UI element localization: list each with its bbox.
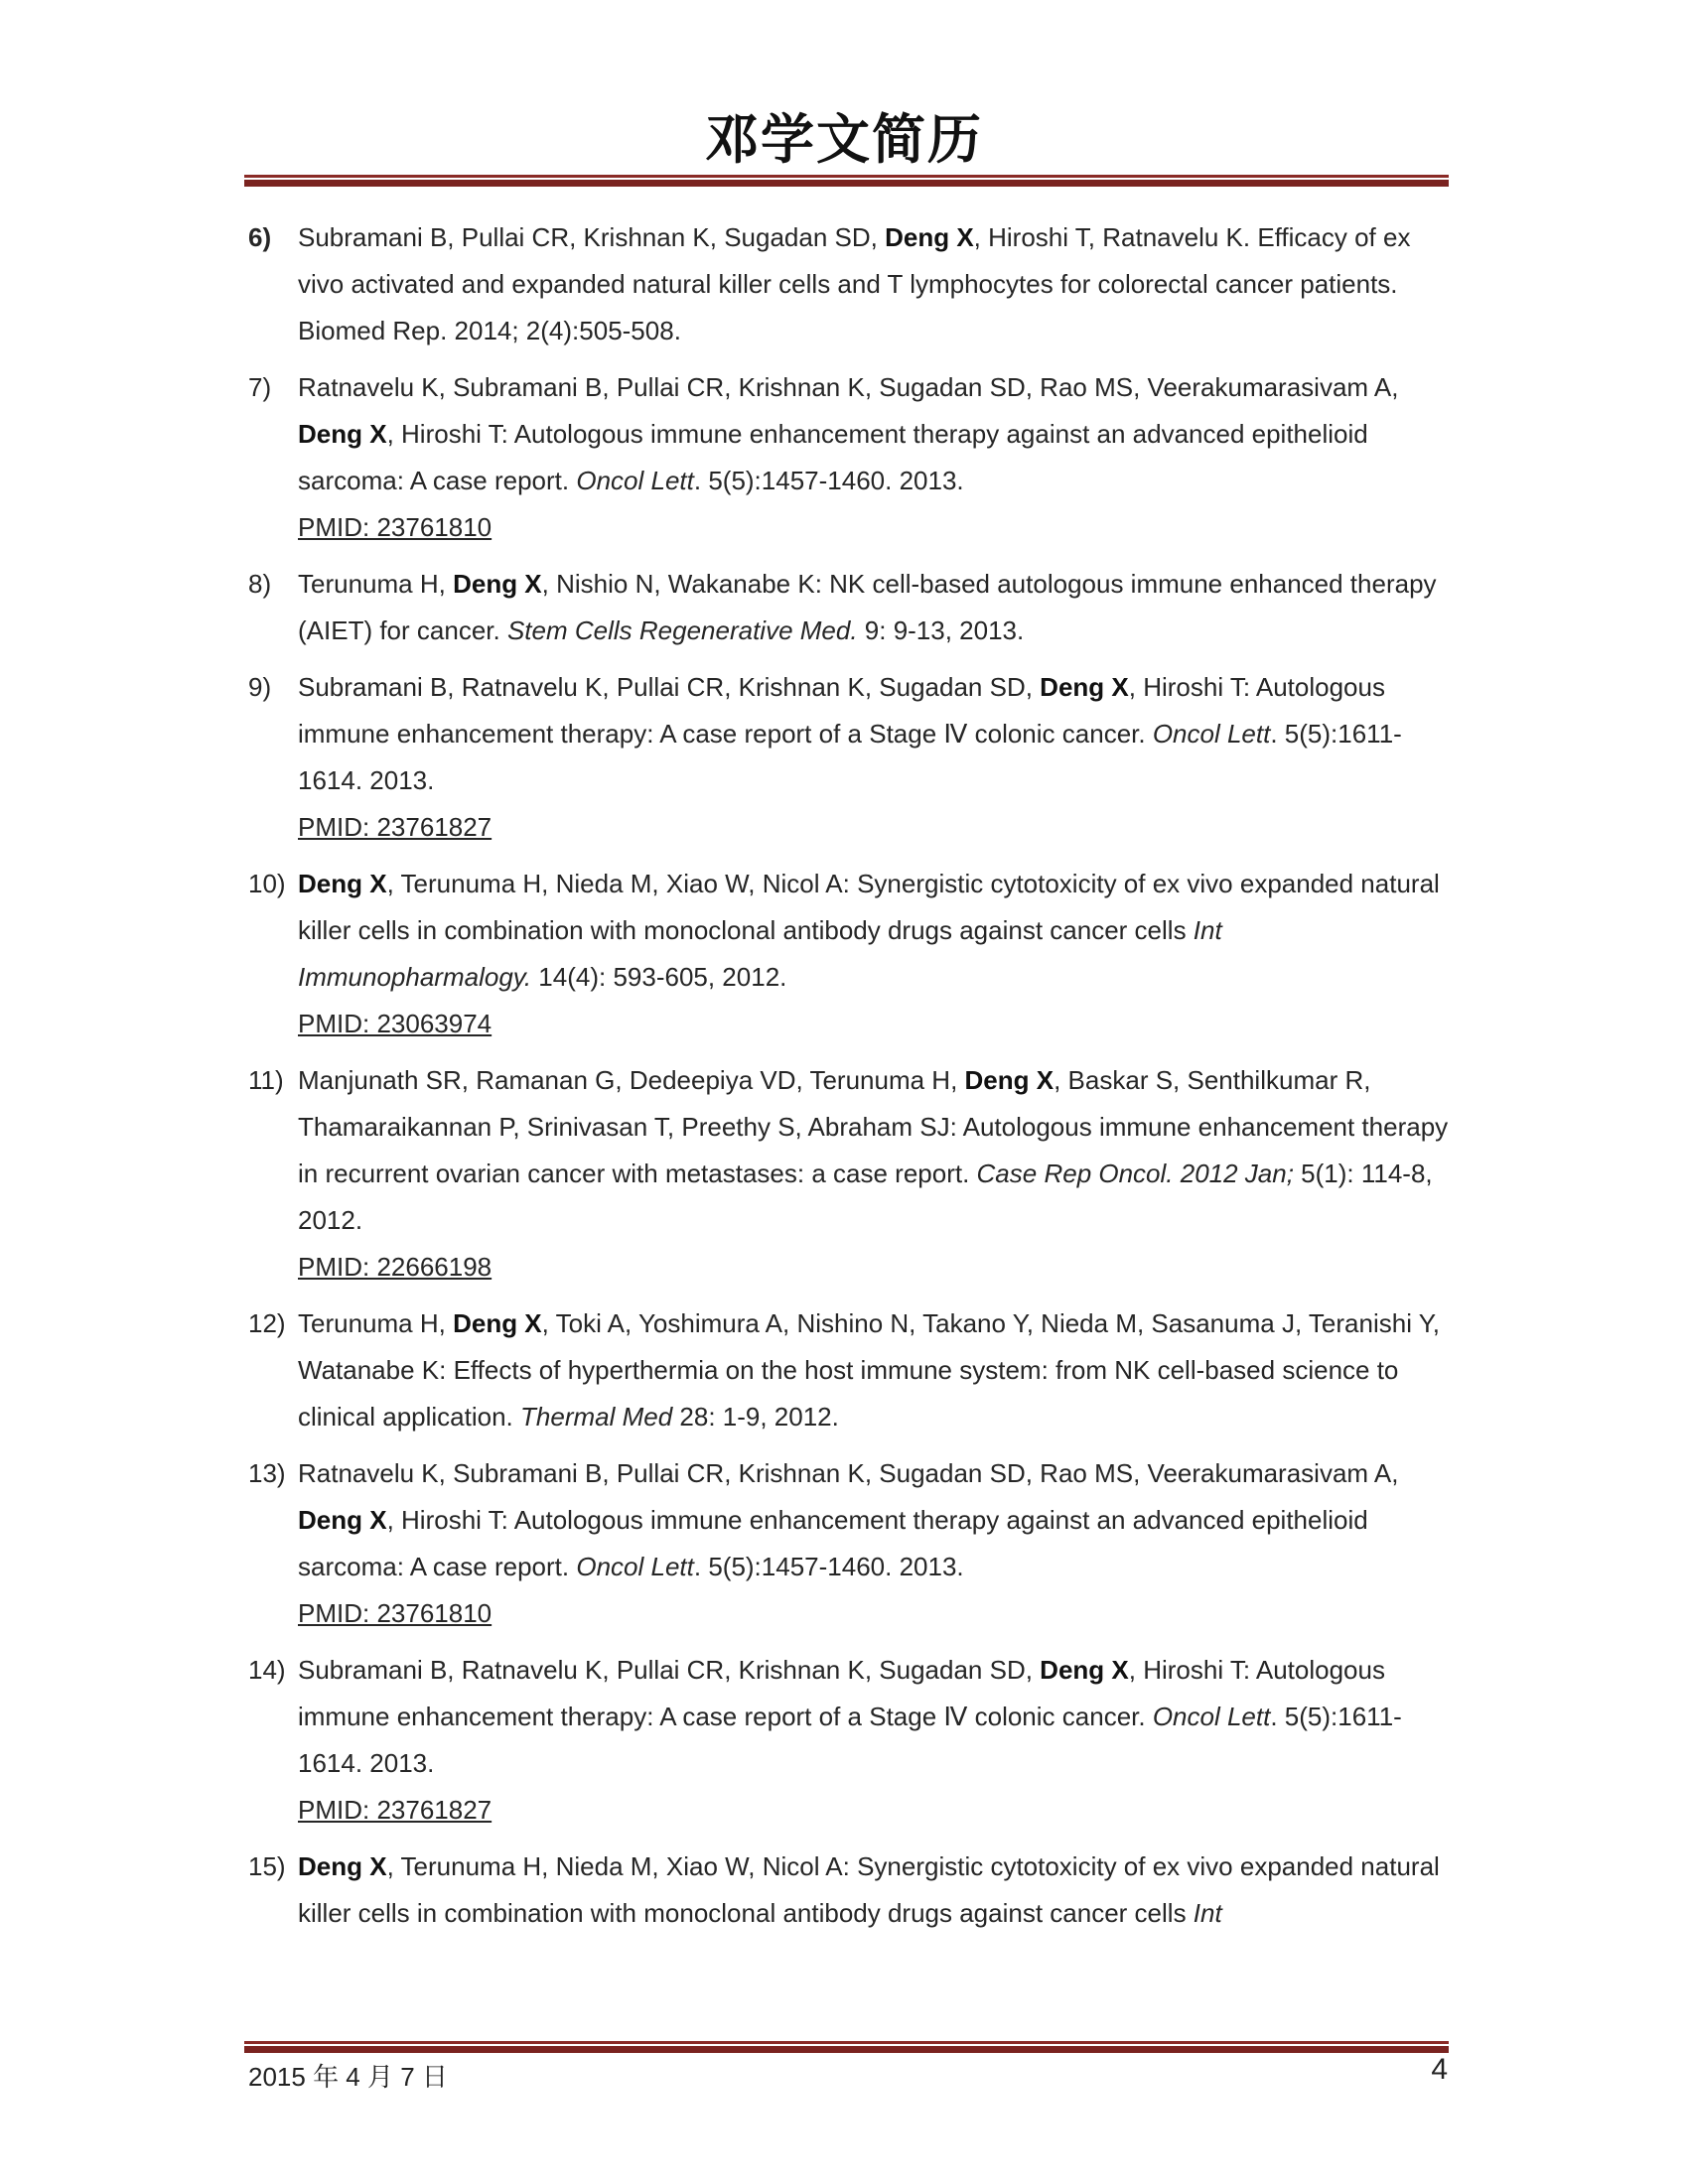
journal-name: Stem Cells Regenerative Med. <box>506 615 858 645</box>
journal-name: Int <box>1193 1898 1222 1928</box>
reference-item <box>248 1300 1450 1440</box>
reference-number: 9) <box>248 672 272 702</box>
citation-details: 28: 1-9, 2012. <box>672 1402 839 1432</box>
citation-details: . 5(5):1611-1614. 2013. <box>298 1702 1402 1778</box>
reference-list <box>248 214 1450 1947</box>
author-highlight: Deng X <box>885 222 974 252</box>
reference-number: 12) <box>248 1308 286 1338</box>
journal-name: Int Immunopharmalogy. <box>298 915 1222 992</box>
reference-text: , Hiroshi T, Ratnavelu K. Efficacy of ex vivo activated and expanded natural killer cells and T lymphocytes for colorectal cancer patients. Biomed Rep. 2014; 2(4):505-508. <box>298 222 1411 345</box>
reference-number: 13) <box>248 1458 286 1488</box>
citation-details: 9: 9-13, 2013. <box>857 615 1025 645</box>
reference-text: , Hiroshi T: Autologous immune enhancement therapy against an advanced epithelioid sarcoma: A case report. <box>298 1505 1368 1581</box>
author-highlight: Deng X <box>964 1065 1055 1095</box>
reference-authors: Manjunath SR, Ramanan G, Dedeepiya VD, Terunuma H, <box>298 1065 965 1095</box>
author-highlight: Deng X <box>453 1308 542 1338</box>
reference-item <box>248 1450 1450 1637</box>
reference-number: 8) <box>248 569 272 599</box>
journal-name: Oncol Lett <box>576 466 694 495</box>
reference-number: 10) <box>248 869 286 898</box>
citation-details: . 5(5):1457-1460. 2013. <box>693 466 964 495</box>
reference-text: , Nishio N, Wakanabe K: NK cell-based autologous immune enhanced therapy (AIET) for cancer. <box>298 569 1437 645</box>
reference-number: 11) <box>248 1065 284 1095</box>
footer-date: 2015 年 4 月 7 日 <box>248 2062 448 2092</box>
header-rule <box>244 175 1449 187</box>
reference-item <box>248 1843 1450 1937</box>
reference-item <box>248 861 1450 1047</box>
author-highlight: Deng X <box>298 1505 387 1535</box>
reference-number: 7) <box>248 372 272 402</box>
citation-details: . 5(5):1611-1614. 2013. <box>298 719 1402 795</box>
reference-item <box>248 561 1450 654</box>
citation-details: 5(1): 114-8, 2012. <box>298 1159 1433 1235</box>
reference-number: 6) <box>248 222 272 252</box>
author-highlight: Deng X <box>1040 672 1129 702</box>
reference-number: 14) <box>248 1655 286 1685</box>
reference-text: , Terunuma H, Nieda M, Xiao W, Nicol A: Synergistic cytotoxicity of ex vivo expanded natural killer cells in combination with monoclonal antibody drugs against cancer cells <box>298 1851 1440 1928</box>
journal-name: Case Rep Oncol. 2012 Jan; <box>976 1159 1294 1188</box>
author-highlight: Deng X <box>298 869 387 898</box>
pmid-link[interactable]: PMID: 23063974 <box>298 1009 492 1038</box>
reference-item <box>248 1057 1450 1291</box>
reference-item <box>248 214 1450 354</box>
journal-name: Oncol Lett <box>1152 719 1271 749</box>
reference-text: , Baskar S, Senthilkumar R, Thamaraikannan P, Srinivasan T, Preethy S, Abraham SJ: Autologous immune enhancement therapy in recurrent ovarian cancer with metastases: a case report. <box>298 1065 1449 1188</box>
journal-name: Oncol Lett <box>576 1552 694 1581</box>
author-highlight: Deng X <box>298 419 387 449</box>
reference-item <box>248 664 1450 851</box>
reference-authors: Subramani B, Pullai CR, Krishnan K, Sugadan SD, <box>298 222 886 252</box>
reference-text: , Hiroshi T: Autologous immune enhancement therapy: A case report of a Stage Ⅳ colonic cancer. <box>298 672 1385 749</box>
reference-item <box>248 364 1450 551</box>
citation-details: 14(4): 593-605, 2012. <box>531 962 787 992</box>
reference-authors: Subramani B, Ratnavelu K, Pullai CR, Krishnan K, Sugadan SD, <box>298 672 1041 702</box>
citation-details: . 5(5):1457-1460. 2013. <box>693 1552 964 1581</box>
author-highlight: Deng X <box>453 569 542 599</box>
pmid-link[interactable]: PMID: 23761810 <box>298 512 492 542</box>
reference-authors: Terunuma H, <box>298 569 454 599</box>
page-title: 邓学文简历 <box>705 108 983 171</box>
author-highlight: Deng X <box>298 1851 387 1881</box>
page-number: 4 <box>1431 2053 1448 2086</box>
reference-authors: Ratnavelu K, Subramani B, Pullai CR, Krishnan K, Sugadan SD, Rao MS, Veerakumarasivam A, <box>298 1458 1399 1488</box>
reference-text: , Hiroshi T: Autologous immune enhancement therapy against an advanced epithelioid sarcoma: A case report. <box>298 419 1368 495</box>
reference-text: , Hiroshi T: Autologous immune enhancement therapy: A case report of a Stage Ⅳ colonic cancer. <box>298 1655 1385 1731</box>
pmid-link[interactable]: PMID: 23761810 <box>298 1598 492 1628</box>
reference-item <box>248 1647 1450 1834</box>
journal-name: Oncol Lett <box>1152 1702 1271 1731</box>
pmid-link[interactable]: PMID: 23761827 <box>298 812 492 842</box>
reference-authors: Terunuma H, <box>298 1308 454 1338</box>
author-highlight: Deng X <box>1040 1655 1129 1685</box>
reference-number: 15) <box>248 1851 286 1881</box>
pmid-link[interactable]: PMID: 22666198 <box>298 1252 492 1282</box>
journal-name: Thermal Med <box>520 1402 673 1432</box>
reference-text: , Terunuma H, Nieda M, Xiao W, Nicol A: Synergistic cytotoxicity of ex vivo expanded natural killer cells in combination with monoclonal antibody drugs against cancer cells <box>298 869 1440 945</box>
reference-authors: Subramani B, Ratnavelu K, Pullai CR, Krishnan K, Sugadan SD, <box>298 1655 1041 1685</box>
reference-authors: Ratnavelu K, Subramani B, Pullai CR, Krishnan K, Sugadan SD, Rao MS, Veerakumarasivam A, <box>298 372 1399 402</box>
pmid-link[interactable]: PMID: 23761827 <box>298 1795 492 1825</box>
reference-text: , Toki A, Yoshimura A, Nishino N, Takano Y, Nieda M, Sasanuma J, Teranishi Y, Watanabe K: Effects of hyperthermia on the host immune system: from NK cell-based science to clinical application. <box>298 1308 1440 1432</box>
footer-rule <box>244 2041 1449 2053</box>
